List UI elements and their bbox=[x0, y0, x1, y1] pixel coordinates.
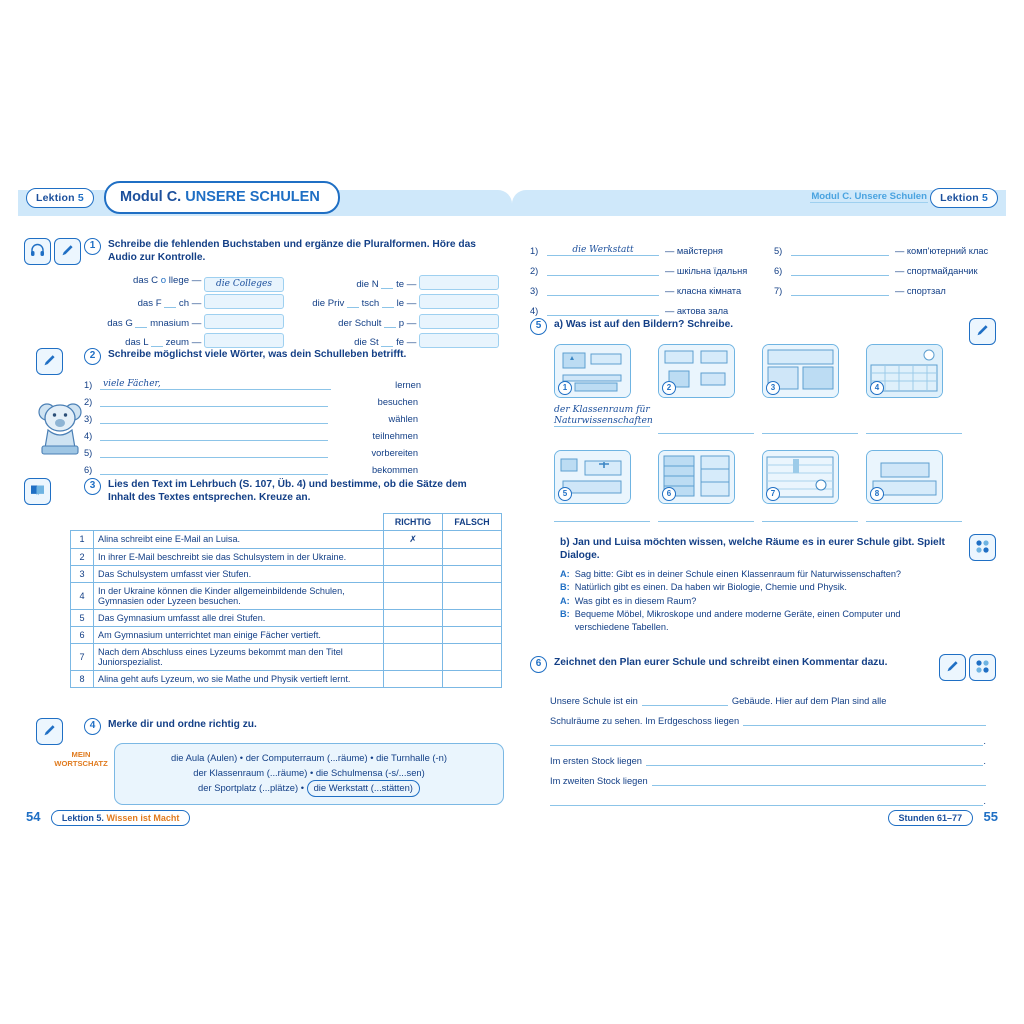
exercise-5b-instruction: b) Jan und Luisa möchten wissen, welche Räume es in eurer Schule gibt. Spielt Dialoge. bbox=[560, 537, 945, 562]
lektion-tag-right: Lektion 5 bbox=[930, 188, 998, 208]
modul-badge: Modul C. UNSERE SCHULEN bbox=[104, 181, 340, 214]
wordbank-box bbox=[114, 743, 504, 805]
card-number-4: 4 bbox=[870, 381, 884, 395]
ex6-blank-3[interactable] bbox=[550, 734, 983, 746]
ex2-answer-6[interactable] bbox=[100, 463, 328, 475]
pencil-icon-2 bbox=[36, 348, 63, 375]
vocab-answer-1[interactable]: die Werkstatt bbox=[572, 245, 634, 255]
group-icon-1 bbox=[969, 534, 996, 561]
ex1-answer-7[interactable] bbox=[419, 314, 499, 329]
card-answer-1-line1[interactable]: der Klassenraum für bbox=[554, 404, 650, 415]
picture-card-1[interactable] bbox=[554, 344, 631, 398]
picture-card-7[interactable] bbox=[762, 450, 839, 504]
card-answer-6[interactable] bbox=[658, 510, 754, 522]
vocab-answer-2[interactable] bbox=[547, 264, 659, 276]
cell-richtig-5[interactable] bbox=[384, 609, 443, 626]
stunden-tag: Stunden 61–77 bbox=[888, 810, 974, 826]
cell-falsch-8[interactable] bbox=[443, 670, 502, 687]
left-footer: 54 Lektion 5. Wissen ist Macht bbox=[26, 808, 190, 826]
group-icon-2 bbox=[969, 654, 996, 681]
mascot-koala bbox=[36, 396, 84, 458]
exercise-5 bbox=[530, 318, 970, 335]
exercise-5-number: 5 bbox=[530, 318, 547, 335]
exercise-4 bbox=[84, 718, 502, 735]
spread bbox=[18, 178, 1006, 838]
ex2-answer-4[interactable] bbox=[100, 429, 328, 441]
ex1-answer-2[interactable] bbox=[204, 294, 284, 309]
table-row: 3 Das Schulsystem umfasst vier Stufen. bbox=[71, 565, 502, 582]
picture-card-6[interactable] bbox=[658, 450, 735, 504]
headphones-icon bbox=[24, 238, 51, 265]
ex1-answer-1[interactable]: die Colleges bbox=[216, 278, 272, 289]
cell-falsch-3[interactable] bbox=[443, 565, 502, 582]
card-answer-2[interactable] bbox=[658, 422, 754, 434]
ex6-blank-6[interactable] bbox=[550, 794, 983, 806]
left-page-number: 54 bbox=[26, 809, 41, 824]
card-number-8: 8 bbox=[870, 487, 884, 501]
cell-falsch-6[interactable] bbox=[443, 626, 502, 643]
picture-card-4[interactable] bbox=[866, 344, 943, 398]
exercise-5b bbox=[560, 536, 970, 563]
card-number-7: 7 bbox=[766, 487, 780, 501]
cell-richtig-7[interactable] bbox=[384, 643, 443, 670]
table-header-row bbox=[71, 513, 502, 530]
table-row: 6 Am Gymnasium unterrichtet man einige Fächer vertieft. bbox=[71, 626, 502, 643]
exercise-3 bbox=[79, 478, 502, 688]
cell-richtig-6[interactable] bbox=[384, 626, 443, 643]
table-row: 2 In ihrer E-Mail beschreibt sie das Schulsystem in der Ukraine. bbox=[71, 548, 502, 565]
cell-richtig-2[interactable] bbox=[384, 548, 443, 565]
table-row: 1 Alina schreibt eine E-Mail an Luisa. ✗ bbox=[71, 530, 502, 548]
exercise-1-instruction: Schreibe die fehlenden Buchstaben und ergänze die Pluralformen. Höre das Audio zur Kontrolle. bbox=[108, 239, 476, 264]
card-number-1: 1 bbox=[558, 381, 572, 395]
book-icon bbox=[24, 478, 51, 505]
cell-richtig-8[interactable] bbox=[384, 670, 443, 687]
cell-falsch-4[interactable] bbox=[443, 582, 502, 609]
exercise-6-number: 6 bbox=[530, 656, 547, 673]
pencil-icon-5 bbox=[939, 654, 966, 681]
card-number-3: 3 bbox=[766, 381, 780, 395]
cell-falsch-7[interactable] bbox=[443, 643, 502, 670]
exercise-2 bbox=[84, 348, 502, 475]
table-row: 8 Alina geht aufs Lyzeum, wo sie Mathe und Physik vertieft lernt. bbox=[71, 670, 502, 687]
ex1-answer-8[interactable] bbox=[419, 333, 499, 348]
cell-richtig-3[interactable] bbox=[384, 565, 443, 582]
right-page-number: 55 bbox=[983, 809, 998, 824]
exercise-1: 1 Schreibe die fehlenden Buchstaben und ergänze die Pluralformen. Höre das Audio zur Kontrolle. das C o llege — die Colleges das F ch — das G mnasium — das L zeum — die N te — die Priv tsch le — der Schult p — die St fe — bbox=[84, 238, 502, 353]
lektion-tag-left: Lektion 5 bbox=[26, 188, 94, 208]
picture-card-8[interactable] bbox=[866, 450, 943, 504]
card-number-2: 2 bbox=[662, 381, 676, 395]
exercise-6-instruction: Zeichnet den Plan eurer Schule und schreibt einen Kommentar dazu. bbox=[554, 657, 888, 668]
ex6-blank-4[interactable] bbox=[646, 754, 983, 766]
card-answer-5[interactable] bbox=[554, 510, 650, 522]
ex6-blank-1[interactable] bbox=[642, 694, 728, 706]
right-footer bbox=[888, 808, 998, 826]
card-answer-8[interactable] bbox=[866, 510, 962, 522]
ex1-answer-5[interactable] bbox=[419, 275, 499, 290]
card-number-6: 6 bbox=[662, 487, 676, 501]
pencil-icon-3 bbox=[36, 718, 63, 745]
vocab-list-left: 1) die Werkstatt — майстерня 2) — шкільна їдальня 3) — класна кімната 4) — актова зала bbox=[530, 245, 748, 316]
left-page bbox=[18, 178, 512, 838]
true-false-table bbox=[70, 513, 502, 688]
modul-breadcrumb-right: Modul C. Unsere Schulen bbox=[811, 191, 927, 202]
card-answer-1-line2[interactable]: Naturwissenschaften bbox=[554, 415, 653, 426]
exercise-6-writing-lines: Unsere Schule ist ein Gebäude. Hier auf dem Plan sind alle Schulräume zu sehen. Im Erdgeschoss liegen . Im ersten Stock liegen . Im zweiten Stock liegen . bbox=[550, 696, 986, 806]
vocab-answer-4[interactable] bbox=[547, 304, 659, 316]
card-answer-4[interactable] bbox=[866, 422, 962, 434]
ex1-answer-6[interactable] bbox=[419, 294, 499, 309]
exercise-2-rows: 1) viele Fächer, lernen 2) besuchen 3) wählen 4) teilnehmen 5) vorbereiten 6) bekommen bbox=[84, 379, 421, 475]
wordbank-line-2: der Klassenraum (...räume) • die Schulmensa (-s/...sen) bbox=[193, 766, 425, 778]
ex6-blank-5[interactable] bbox=[652, 774, 986, 786]
right-page bbox=[512, 178, 1006, 838]
vocab-answer-7[interactable] bbox=[791, 284, 889, 296]
table-row: 4 In der Ukraine können die Kinder allgemeinbildende Schulen, Gymnasien oder Lyzeen besuchen. bbox=[71, 582, 502, 609]
picture-card-3[interactable] bbox=[762, 344, 839, 398]
exercise-1-number: 1 bbox=[84, 238, 101, 255]
ex2-answer-5[interactable] bbox=[100, 446, 328, 458]
table-row: 7 Nach dem Abschluss eines Lyzeums bekommt man den Titel Juniorspezialist. bbox=[71, 643, 502, 670]
exercise-4-number: 4 bbox=[84, 718, 101, 735]
pencil-icon-1 bbox=[54, 238, 81, 265]
picture-card-2[interactable] bbox=[658, 344, 735, 398]
exercise-3-instruction: Lies den Text im Lehrbuch (S. 107, Üb. 4) und bestimme, ob die Sätze dem Inhalt des Textes entsprechen. Kreuze an. bbox=[108, 479, 467, 504]
pencil-icon-4 bbox=[969, 318, 996, 345]
column-header-falsch: FALSCH bbox=[443, 513, 502, 530]
ex1-answer-3[interactable] bbox=[204, 314, 284, 329]
vocab-answer-5[interactable] bbox=[791, 244, 889, 256]
cell-falsch-5[interactable] bbox=[443, 609, 502, 626]
picture-card-5[interactable] bbox=[554, 450, 631, 504]
exercise-5a-instruction: a) Was ist auf den Bildern? Schreibe. bbox=[554, 319, 734, 330]
wordbank-line-1: die Aula (Aulen) • der Computerraum (...räume) • die Turnhalle (-n) bbox=[171, 752, 447, 763]
card-number-5: 5 bbox=[558, 487, 572, 501]
exercise-3-number: 3 bbox=[84, 478, 101, 495]
ex2-answer-3[interactable] bbox=[100, 412, 328, 424]
cell-falsch-2[interactable] bbox=[443, 548, 502, 565]
wordbank-line-3: der Sportplatz (...plätze) • bbox=[198, 782, 304, 794]
cell-falsch-1[interactable] bbox=[443, 530, 502, 548]
exercise-2-instruction: Schreibe möglichst viele Wörter, was dein Schulleben betrifft. bbox=[108, 349, 407, 360]
dialog-block: A: Sag bitte: Gibt es in deiner Schule einen Klassenraum für Naturwissenschaften? B: Natürlich gibt es einen. Da haben wir Biologie, Chemie und Physik. A: Was gibt es in diesem Raum? B: Bequeme Möbel, Mikroskope und andere moderne Geräte, einen Computer und verschiedene Tabellen. bbox=[560, 569, 902, 633]
exercise-4-instruction: Merke dir und ordne richtig zu. bbox=[108, 719, 257, 730]
vocab-answer-3[interactable] bbox=[547, 284, 659, 296]
exercise-6 bbox=[530, 656, 970, 673]
card-answer-3[interactable] bbox=[762, 422, 858, 434]
card-answer-7[interactable] bbox=[762, 510, 858, 522]
vocab-answer-6[interactable] bbox=[791, 264, 889, 276]
wordbank-highlighted-word[interactable]: die Werkstatt (...stätten) bbox=[307, 780, 420, 797]
cell-richtig-4[interactable] bbox=[384, 582, 443, 609]
column-header-richtig: RICHTIG bbox=[384, 513, 443, 530]
ex6-blank-2[interactable] bbox=[743, 714, 986, 726]
exercise-2-number: 2 bbox=[84, 348, 101, 365]
ex1-answer-4[interactable] bbox=[204, 333, 284, 348]
ex2-answer-1[interactable]: viele Fächer, bbox=[103, 379, 161, 389]
mein-wortschatz-label: MEIN WORTSCHATZ bbox=[54, 750, 108, 769]
table-row: 5 Das Gymnasium umfasst alle drei Stufen. bbox=[71, 609, 502, 626]
cell-richtig-1[interactable]: ✗ bbox=[384, 530, 443, 548]
vocab-list-right: 5) — комп'ютерний клас 6) — спортмайданчик 7) — спортзал bbox=[774, 246, 989, 296]
ex2-answer-2[interactable] bbox=[100, 395, 328, 407]
